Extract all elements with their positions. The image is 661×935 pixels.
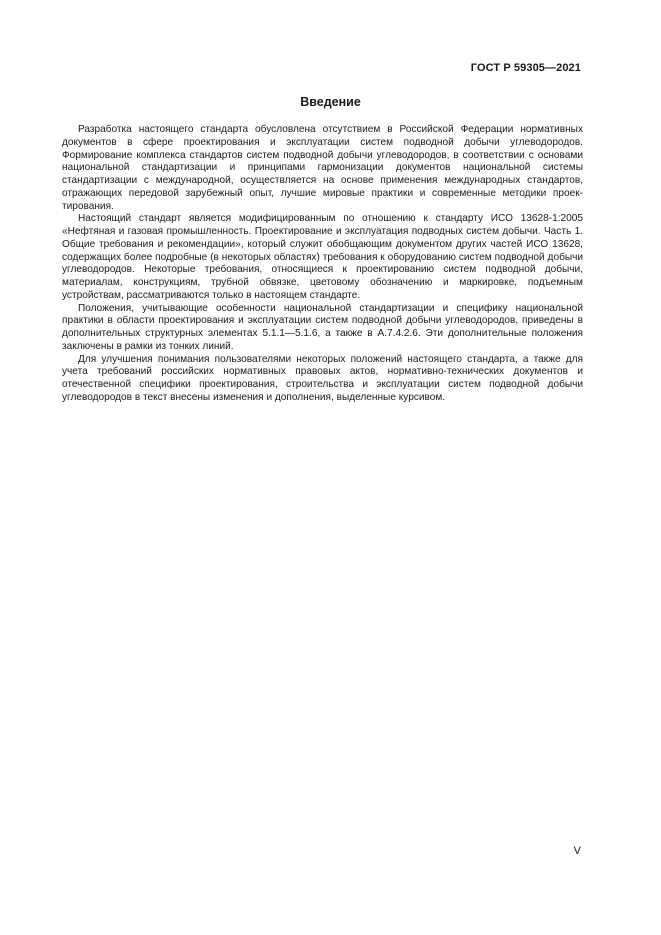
paragraph: Положения, учитывающие особенности национальной стандартизации и специфику национальной практики в области проектирования и эксплуатации систем подводной добычи углеводородов, приведены в дополнительных структурных элементах 5.1.1—5.1.6, а также в А.7.4.2.6. Эти дополнительные положения заключены в рамки из тонких линий. [62,302,583,352]
standard-code: ГОСТ Р 59305—2021 [470,62,581,74]
paragraph: Для улучшения понимания пользователями некоторых положений настоящего стандарта, а также для учета требований российских нормативных правовых актов, нормативно-технических документов и отечественной специфики проектирования, строительства и эксплуатации систем подводной добычи углеводородов в текст внесены изменения и дополнения, выделенные курсивом. [62,353,583,403]
page-number: V [573,845,581,857]
document-body [62,124,583,405]
paragraph: Настоящий стандарт является модифицированным по отношению к стандарту ИСО 13628-1:2005 «Нефтяная и газовая промышленность. Проектирование и эксплуатация подводных систем добычи. Часть 1. Общие требования и рекомендации», который служит обобщающим документом других частей ИСО 13628, содержащих более подробные (в некоторых областях) требования к оборудованию систем подводной добычи углеводородов. Некоторые требования, относящиеся к проектированию систем подводной добычи, материалам, конструкциям, трубной обвязке, цветовому обозначению и маркировке, подъемным устройствам, рассматриваются только в настоящем стандарте. [62,213,583,301]
section-title: Введение [300,95,361,109]
paragraph: Разработка настоящего стандарта обусловлена отсутствием в Российской Федерации нормативных документов в сфере проектирования и эксплуатации систем подводной добычи углеводородов. Формирование комплекса стандартов систем подводной добычи углеводородов, в соответствии с основами национальной стандартизации и принципами гармонизации документов национальной системы стандартизации с международной, осуществляется на основе применения международных стандартов, отражающих передовой зарубежный опыт, лучшие мировые практики и современные методики проектирования. [62,124,583,212]
